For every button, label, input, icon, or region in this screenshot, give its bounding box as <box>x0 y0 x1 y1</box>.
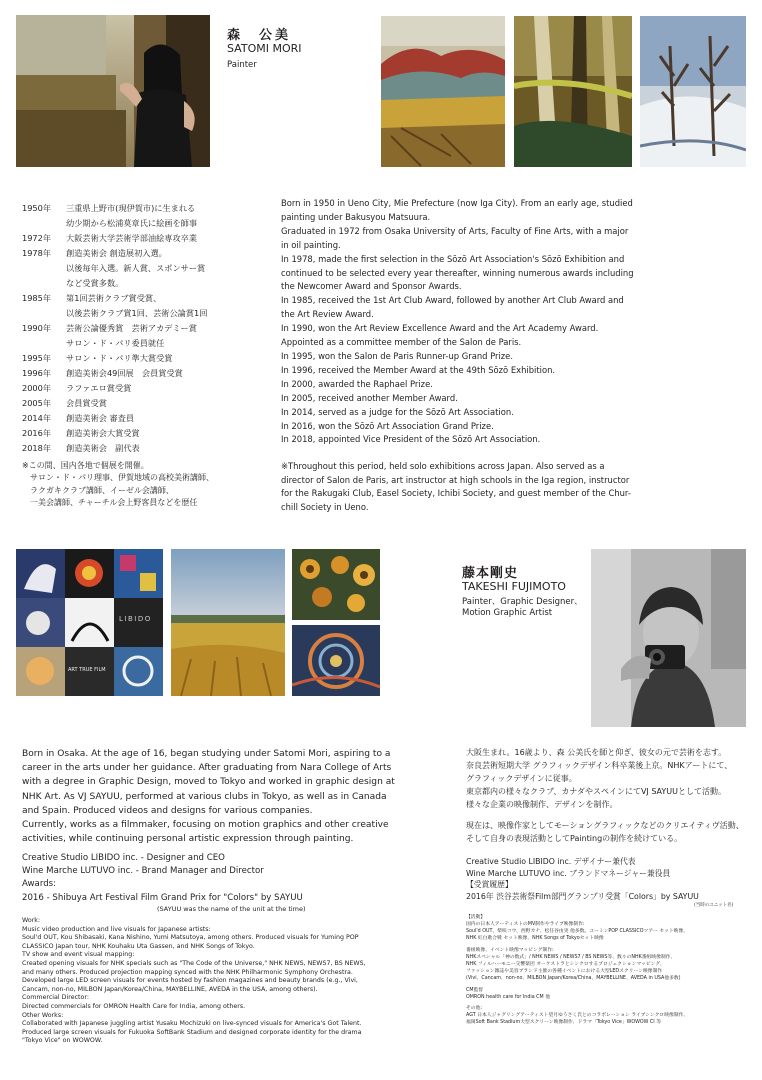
bio2-jp-line: 大阪生まれ。16歳より、森 公美氏を師と仰ぎ、彼女の元で芸術を志す。 <box>466 748 727 757</box>
timeline-year: 2018年 <box>22 443 52 453</box>
bio-en-line: In 1995, won the Salon de Paris Runner-up Grand Prize. <box>281 350 513 361</box>
timeline-row <box>22 276 262 291</box>
works-en-line: Created opening visuals for NHK specials such as "The Code of the Universe," NHK NEWS, NEWS7, BS NEWS, <box>22 959 366 967</box>
timeline-row <box>22 366 262 381</box>
artist2-name-jp: 藤本剛史 <box>462 566 519 581</box>
bio-en-line: In 1996, received the Member Award at the 49th Sōzō Exhibition. <box>281 364 556 375</box>
position-jp-line: Creative Studio LIBIDO inc. デザイナー兼代表 <box>466 857 636 866</box>
timeline-event: 大阪芸術大学芸術学部油絵専攻卒業 <box>66 233 198 243</box>
timeline-event: 芸術公論優秀賞 芸術アカデミー賞 <box>66 323 197 333</box>
artist2-positions-jp <box>466 856 733 909</box>
timeline-year <box>22 336 66 351</box>
artwork-grid <box>16 549 163 696</box>
timeline-year: 2000年 <box>22 383 52 393</box>
works-en-line: and many others. Produced projection mapping synced with the NHK Philharmonic Symphony Orchestra. <box>22 968 353 976</box>
note-en-line: chill Society in Ueno. <box>281 501 369 512</box>
artist2-works-jp <box>466 914 688 1026</box>
artist2-role-line: Painter、Graphic Designer、 <box>462 597 583 607</box>
works-jp-line: CM監督 <box>466 987 484 993</box>
artist1-role: Painter <box>227 60 257 70</box>
painting-golden-field <box>171 549 285 696</box>
note-jp-line: サロン・ド・パリ理事、伊賀地域の高校美術講師、 <box>30 473 214 483</box>
bio2-en-line: activities, while continuing personal artistic expression through painting. <box>22 834 354 845</box>
timeline-year: 1978年 <box>22 248 52 258</box>
works-jp-line: NHKスペシャル「神の数式」/ NHK NEWS / NEWS7 / BS NEWS等、数々のNHK番組映像制作、 <box>466 954 676 960</box>
award-note-jp: (当時のユニット名) <box>694 903 734 908</box>
painting-red-mountains <box>381 16 505 167</box>
bio2-en-line: with a degree in Graphic Design, moved to Tokyo and worked in graphic design at <box>22 777 395 788</box>
award-note-en: (SAYUU was the name of the unit at the time) <box>157 904 306 913</box>
timeline-row <box>22 291 262 306</box>
bio2-jp-line: 現在は、映像作家としてモーショングラフィックなどのクリエイティヴ活動、 <box>466 821 744 830</box>
bio-en-line: In 2000, awarded the Raphael Prize. <box>281 378 433 389</box>
bio-en-line: Born in 1950 in Ueno City, Mie Prefecture (now Iga City). From an early age, studied <box>281 198 633 208</box>
timeline-event: 幼少期から松浦莫章氏に絵画を師事 <box>66 218 198 228</box>
film-label: ART TRUE FILM <box>68 667 106 673</box>
timeline-row <box>22 306 262 321</box>
bio2-en-line: Born in Osaka. At the age of 16, began studying under Satomi Mori, aspiring to a <box>22 749 391 759</box>
bio-en-line: In 1978, made the first selection in the Sōzō Art Association's Sōzō Exhibition and <box>281 253 625 264</box>
works-jp-line: その他: <box>466 1006 483 1012</box>
works-jp-line: (Vivi、Cancam、non-no、MILBON Japan/Korea/China、MAYBELLINE、AVEDA in USA他多数) <box>466 975 681 981</box>
works-jp-line: AGT 日本人ジャグリングアーティスト望月ゆうさく氏とのコラボレーション ライブシンクロ映像制作、 <box>466 1013 689 1019</box>
note-en-line: for the Rakugaki Club, Easel Society, Ichibi Society, and guest member of the Chur- <box>281 488 631 499</box>
works-en-line: Directed commercials for OMRON Health Care for India, among others. <box>22 1002 246 1010</box>
bio-en-line: In 1985, received the 1st Art Club Award, followed by another Art Club Award and <box>281 295 624 306</box>
timeline-row <box>22 201 262 216</box>
artist1-bio-en <box>281 197 746 447</box>
artist1-timeline-jp <box>22 201 262 456</box>
timeline-row <box>22 261 262 276</box>
bio2-en-line: NHK Art. As VJ SAYUU, performed at various clubs in Tokyo, as well as in Canada <box>22 791 387 802</box>
timeline-year <box>22 276 66 291</box>
note-jp-line: ※この間、国内各地で個展を開催。 <box>22 461 149 470</box>
takeshi-fujimoto-portrait-photo <box>591 549 746 727</box>
works-en-line: Other Works: <box>22 1011 64 1019</box>
note-jp-line: 一美会講師、チャーチル会上野客員などを歴任 <box>30 498 198 508</box>
satomi-mori-portrait-photo <box>16 15 210 167</box>
note-en-line: director of Salon de Paris, art instructor at high schools in the Iga region, instructor <box>281 474 630 485</box>
artist2-name-en: TAKESHI FUJIMOTO <box>462 580 566 593</box>
bio-en-line: In 2005, received another Member Award. <box>281 392 458 403</box>
bio-en-line: In 1990, won the Art Review Excellence Award and the Art Academy Award. <box>281 323 599 334</box>
timeline-year <box>22 216 66 231</box>
works-jp-line: 【活動】 <box>466 915 486 920</box>
works-en-line: Cancam, non-no, MILBON Japan/Korea/China, MAYBELLINE, AVEDA in the USA, among others). <box>22 985 318 993</box>
bio2-en-line: and Spain. Produced videos and designs for various companies. <box>22 805 313 816</box>
artist2-role-line: Motion Graphic Artist <box>462 608 553 618</box>
bio2-en-line: Currently, works as a filmmaker, focusing on motion graphics and other creative <box>22 820 389 831</box>
position-line: Creative Studio LIBIDO inc. - Designer and CEO <box>22 853 225 863</box>
bio-en-line: In 2016, won the Sōzō Art Association Grand Prize. <box>281 420 494 431</box>
works-jp-line: OMRON health care for India CM 他 <box>466 994 550 1000</box>
works-jp-line: ファッション雑誌や美容ブランド主催の各種イベントにおける大型LEDスクリーン映像制作 <box>466 968 663 974</box>
timeline-event: 以後毎年入選。新人賞、スポンサー賞 <box>66 263 206 273</box>
artist1-note-en <box>281 460 746 514</box>
artist2-role <box>462 597 583 619</box>
timeline-year <box>22 306 66 321</box>
timeline-event: サロン・ド・パリ準大賞受賞 <box>66 353 173 363</box>
position-jp-line: 2016年 渋谷芸術祭Film部門グランプリ受賞「Colors」by SAYUU <box>466 891 699 901</box>
works-jp-line: Soul'd OUT、柴咲コウ、西野カナ、松任谷由実 他多数。ユーミンPOP CLASSICOツアー セット映像、 <box>466 929 689 934</box>
libido-label: LIBIDO <box>119 615 152 623</box>
timeline-event: 三重県上野市(現伊賀市)に生まれる <box>66 203 196 213</box>
timeline-event: 創造美術会 副代表 <box>66 443 140 453</box>
timeline-year: 1985年 <box>22 293 52 303</box>
timeline-year: 1996年 <box>22 368 52 378</box>
timeline-year: 2005年 <box>22 398 52 408</box>
position-jp-line: Wine Marche LUTUVO inc. ブランドマネージャー兼役員 <box>466 868 671 878</box>
timeline-row <box>22 246 262 261</box>
timeline-year: 1950年 <box>22 203 52 213</box>
works-jp-line: NHK 紅白歌合戦 セット映像、NHK Songs of Tokyoセット映像 <box>466 936 604 941</box>
timeline-event: 創造美術会49回展 会員賞受賞 <box>66 368 183 378</box>
artist2-bio-jp <box>466 746 744 845</box>
bio2-jp-line: グラフィックデザインに従事。 <box>466 774 577 783</box>
bio-en-line: In 2018, appointed Vice President of the Sōzō Art Association. <box>281 434 541 445</box>
timeline-year: 1995年 <box>22 353 52 363</box>
painting-snow-trees <box>640 16 746 167</box>
timeline-event: 会員賞受賞 <box>66 398 107 408</box>
timeline-row <box>22 381 262 396</box>
works-en-line: TV show and event visual mapping: <box>22 951 135 959</box>
timeline-year <box>22 261 66 276</box>
works-en-line: Soul'd OUT, Kou Shibasaki, Kana Nishino, Yumi Matsutoya, among others. Produced visuals for Yuming POP <box>22 934 359 942</box>
timeline-event: 第1回芸術クラブ賞受賞、 <box>66 293 162 303</box>
timeline-row <box>22 216 262 231</box>
timeline-event: 創造美術会 創造展初入選。 <box>66 248 167 258</box>
bio-en-line: the Newcomer Award and Sponsor Awards. <box>281 281 462 292</box>
works-jp-line: 国内の日本人アーティストのMV制作やライブ映像制作: <box>466 922 585 927</box>
works-en-line: Commercial Director: <box>22 994 89 1002</box>
bio-en-line: in oil painting. <box>281 239 341 250</box>
timeline-row <box>22 441 262 456</box>
bio-en-line: In 2014, served as a judge for the Sōzō Art Association. <box>281 406 514 417</box>
works-en-line: Collaborated with Japanese juggling artist Yusaku Mochizuki on live-synced visuals for America's Got Talent. <box>22 1020 362 1028</box>
artist2-positions-en <box>22 852 306 914</box>
bio2-jp-line: そして自身の表現活動としてPaintingの制作を続けている。 <box>466 834 683 843</box>
artist2-works-en <box>22 917 366 1046</box>
works-jp-line: 番組映像、イベント映像マッピング制作: <box>466 947 554 953</box>
timeline-year: 1972年 <box>22 233 52 243</box>
position-line: Wine Marche LUTUVO inc. - Brand Manager and Director <box>22 866 264 877</box>
timeline-event: 以後芸術クラブ賞1回、芸術公論賞1回 <box>66 308 208 318</box>
bio2-jp-line <box>466 811 744 819</box>
painting-sunflowers <box>292 549 380 620</box>
bio2-jp-line: 東京都内の様々なクラブ、カナダやスペインにてVJ SAYUUとして活動。 <box>466 787 727 796</box>
bio2-en-line: career in the arts under her guidance. After graduating from Nara College of Arts <box>22 763 392 774</box>
bio-en-line: continued to be selected every year thereafter, winning numerous awards including <box>281 267 634 278</box>
bio-en-line: the Art Review Award. <box>281 309 374 320</box>
position-line: 2016 - Shibuya Art Festival Film Grand Prix for "Colors" by SAYUU <box>22 892 303 903</box>
works-jp-line: 福岡Soft Bank Stadium大型スクリーン映像制作、ドラマ「Tokyo Vice」WOWOW CI 等 <box>466 1020 662 1026</box>
timeline-row <box>22 351 262 366</box>
note-jp-line: ラクガキクラブ講師、イーゼル会講師、 <box>30 485 174 495</box>
timeline-row <box>22 426 262 441</box>
painting-tree-trunks <box>514 16 632 167</box>
bio-en-line: Graduated in 1972 from Osaka University of Arts, Faculty of Fine Arts, with a major <box>281 225 629 236</box>
timeline-row <box>22 321 262 336</box>
timeline-event: サロン・ド・パリ委員就任 <box>66 338 165 348</box>
timeline-event: ラファエロ賞受賞 <box>66 383 132 393</box>
timeline-row <box>22 231 262 246</box>
timeline-row <box>22 336 262 351</box>
painting-abstract-circles <box>292 625 380 696</box>
timeline-year: 1990年 <box>22 323 52 333</box>
artist1-note-jp <box>22 460 214 510</box>
timeline-row <box>22 396 262 411</box>
timeline-year: 2016年 <box>22 428 52 438</box>
artist1-name-jp: 森 公美 <box>227 28 292 43</box>
timeline-year: 2014年 <box>22 413 52 423</box>
bio2-jp-line: 奈良芸術短期大学 グラフィックデザイン科卒業後上京。NHKアートにて、 <box>466 761 733 770</box>
timeline-event: 創造美術会 審査員 <box>66 413 135 423</box>
timeline-event: など受賞多数。 <box>66 278 124 288</box>
timeline-event: 創造美術会大賞受賞 <box>66 428 140 438</box>
bio-en-line: Appointed as a committee member of the Salon de Paris. <box>281 337 522 348</box>
artist2-bio-en <box>22 747 395 846</box>
position-line: Awards: <box>22 879 57 890</box>
works-en-line: Work: <box>22 917 41 924</box>
works-en-line: CLASSICO Japan tour, NHK Kouhaku Uta Gassen, and NHK Songs of Tokyo. <box>22 942 255 950</box>
works-en-line: Music video production and live visuals for Japanese artists: <box>22 925 211 933</box>
artist1-name-en: SATOMI MORI <box>227 42 302 55</box>
works-en-line: "Tokyo Vice" on WOWOW. <box>22 1037 103 1045</box>
works-jp-line: NHK フィルハーモニー交響楽団 オーケストラとシンクロするプロジェクションマッピング、 <box>466 961 665 967</box>
bio2-jp-line: 様々な企業の映像制作、デザインを制作。 <box>466 800 618 809</box>
works-en-line: Produced large screen visuals for Fukuoka SoftBank Stadium and designed corporate identity for the drama <box>22 1028 362 1036</box>
timeline-row <box>22 411 262 426</box>
bio-en-line: painting under Bakusyou Matsuura. <box>281 211 431 222</box>
position-jp-line: 【受賞履歴】 <box>466 880 513 889</box>
works-en-line: Developed large LED screen visuals for events hosted by fashion magazines and beauty brands (e.g., Vivi, <box>22 977 358 985</box>
note-en-line: ※Throughout this period, held solo exhibitions across Japan. Also served as a <box>281 461 605 471</box>
